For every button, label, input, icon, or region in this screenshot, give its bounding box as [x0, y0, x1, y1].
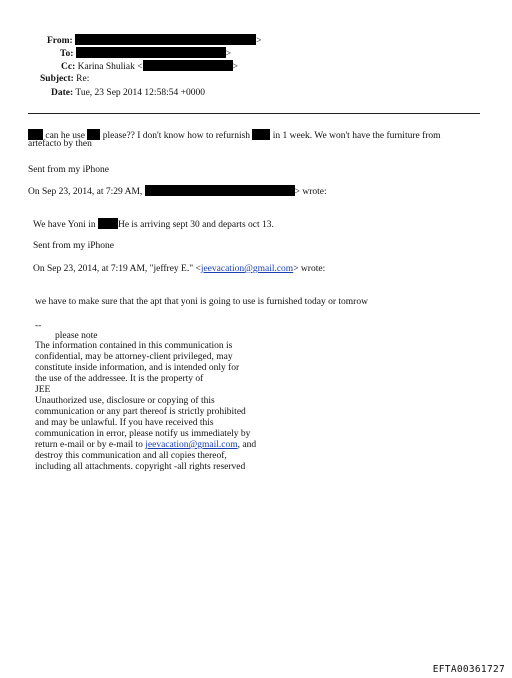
- redaction-bar: [143, 60, 233, 71]
- sent-from-iphone: Sent from my iPhone: [28, 165, 110, 175]
- email-link[interactable]: jeevacation@gmail.com: [200, 264, 294, 274]
- message-line-2: artefacto by then: [28, 139, 92, 149]
- redaction-bar: [252, 129, 270, 140]
- date-row: [51, 88, 205, 99]
- cc-row: Cc: Karina Shuliak < >: [61, 62, 238, 72]
- date-label: Date:: [51, 88, 74, 98]
- cc-name: Karina Shuliak <: [77, 62, 143, 72]
- cc-label: Cc:: [61, 62, 76, 72]
- document-id: EFTA00361727: [432, 664, 505, 675]
- subject-label: Subject:: [40, 74, 74, 84]
- signature-note: please note: [55, 331, 98, 341]
- to-label: To:: [60, 49, 74, 59]
- from-row: From: >: [47, 36, 262, 46]
- signature-dash: --: [35, 321, 42, 331]
- header-divider: [28, 113, 480, 114]
- redaction-bar: [145, 185, 295, 196]
- quoted-message-furnish: we have to make sure that the apt that yoni is going to use is furnished today or tomrow: [35, 297, 368, 307]
- subject-row: [40, 74, 89, 85]
- quote-header-1: On Sep 23, 2014, at 7:29 AM, > wrote:: [28, 187, 327, 197]
- message-line-1: can he use please?? I don't know how to refurnish in 1 week. We won't have the furniture from: [28, 129, 441, 142]
- to-row: To: >: [60, 49, 232, 59]
- quote-header-2: On Sep 23, 2014, at 7:19 AM, "jeffrey E." <jeevacation@gmail.com> wrote:: [33, 264, 326, 274]
- date-value: Tue, 23 Sep 2014 12:58:54 +0000: [75, 88, 205, 98]
- disclaimer-block: The information contained in this communication is confidential, may be attorney-client privileged, may constitute inside information, and is intended only for the use of the addressee. It is the property of JEE Unauthorized use, disclosure or copying of this communication or any part thereof is strictly prohibited and may be unlawful. If you have received this communication in error, please notify us immediately by return e-mail or by e-mail to jeevacation@gmail.com, and destroy this communication and all copies thereof, including all attachments. copyright -all rights reserved: [35, 341, 257, 472]
- quoted-message-yoni: We have Yoni in He is arriving sept 30 and departs oct 13.: [33, 220, 274, 230]
- redaction-bar: [76, 47, 226, 58]
- sent-from-iphone-2: Sent from my iPhone: [33, 241, 115, 251]
- redaction-bar: [75, 34, 256, 45]
- redaction-bar: [98, 218, 118, 229]
- email-link[interactable]: jeevacation@gmail.com: [145, 440, 238, 450]
- from-label: From:: [47, 36, 73, 46]
- subject-value: Re:: [76, 74, 90, 84]
